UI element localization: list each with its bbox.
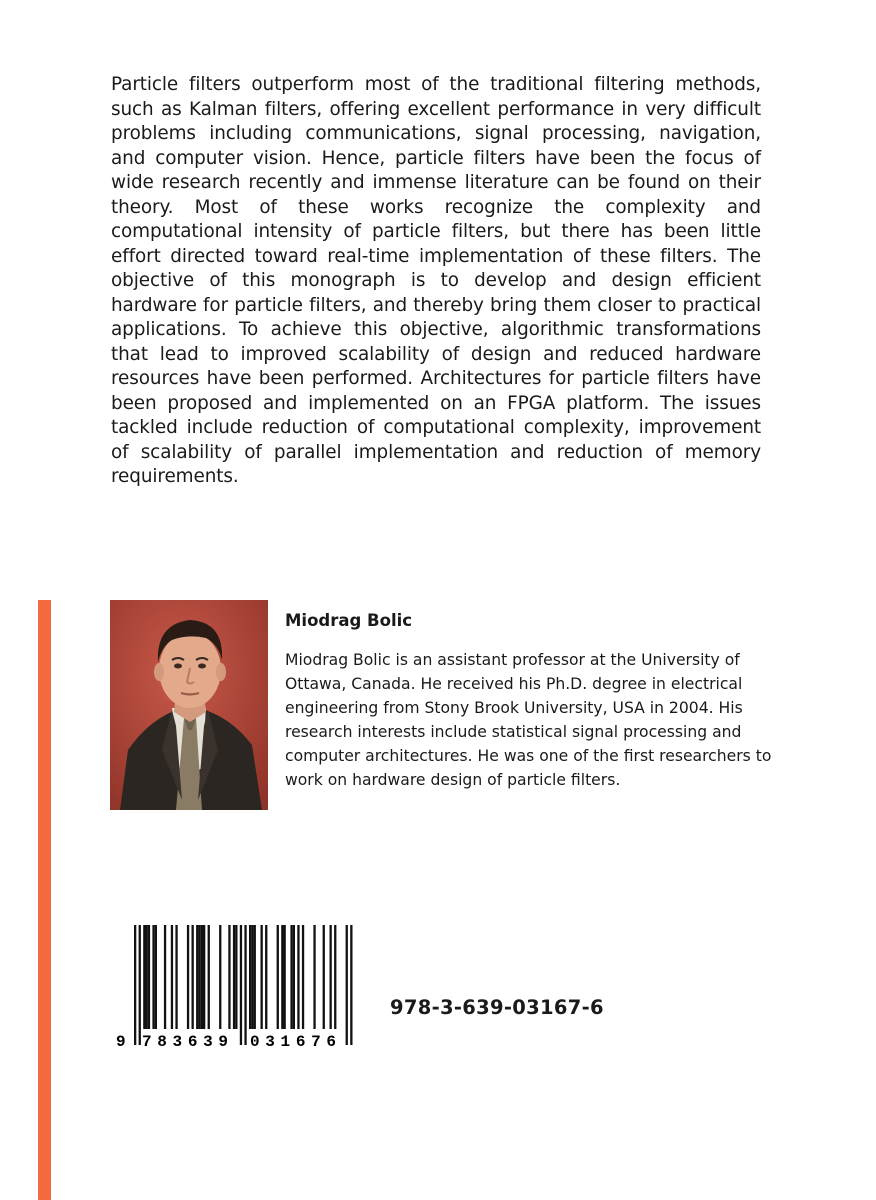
accent-bar — [38, 600, 51, 1200]
author-portrait-icon — [110, 600, 268, 810]
barcode-bar — [228, 925, 230, 1029]
isbn-number: 978-3-639-03167-6 — [390, 996, 604, 1019]
barcode-bar — [235, 925, 237, 1029]
back-cover-blurb: Particle filters outperform most of the traditional filtering methods, such as Kalman filters, offering excellent performance in very difficult problems including communications, signal processing, navigation, and computer vision. Hence, particle filters have been the focus of wide research recently and immense literature can be found on their theory. Most of these works recognize the complexity and computational intensity of particle filters, but there has been little effort directed toward real-time implementation of these filters. The objective of this monograph is to develop and design efficient hardware for particle filters, and thereby bring them closer to practical applications. To achieve this objective, algorithmic transformations that lead to improved scalability of design and reduced hardware resources have been performed. Architectures for particle filters have been proposed and implemented on an FPGA platform. The issues tackled include reduction of computational complexity, improvement of scalability of parallel implementation and reduction of memory requirements. — [111, 74, 761, 487]
barcode-bar — [146, 925, 148, 1029]
barcode-bar — [192, 925, 194, 1029]
barcode-bar — [261, 925, 263, 1029]
barcode-bar — [240, 925, 242, 1045]
author-bio: Miodrag Bolic is an assistant professor at the University of Ottawa, Canada. He received his Ph.D. degree in electrical engineering from Stony Brook University, USA in 2004. His research interests include statistical signal processing and computer architectures. He was one of the first researchers to work on hardware design of particle filters. — [285, 651, 772, 789]
barcode-bar — [350, 925, 352, 1045]
barcode-bar — [281, 925, 283, 1029]
barcode-bar — [196, 925, 198, 1029]
barcode-bar — [219, 925, 221, 1029]
barcode-digit-group: 783639 — [142, 1033, 228, 1051]
barcode-bar — [293, 925, 295, 1029]
barcode-bar — [330, 925, 332, 1029]
barcode-bar — [203, 925, 205, 1029]
barcode-bar — [198, 925, 200, 1029]
barcode-bar — [244, 925, 246, 1045]
barcode-bar — [346, 925, 348, 1045]
barcode-icon — [112, 925, 358, 1053]
barcode-bar — [313, 925, 315, 1029]
barcode-bar — [139, 925, 141, 1045]
barcode-bar — [143, 925, 145, 1029]
barcode-bar — [297, 925, 299, 1029]
barcode-bar — [187, 925, 189, 1029]
barcode-bar — [155, 925, 157, 1029]
barcode-digit-group: 031676 — [250, 1033, 336, 1051]
barcode-bar — [302, 925, 304, 1029]
barcode-bar — [251, 925, 253, 1029]
barcode-bar — [134, 925, 136, 1045]
barcode — [112, 925, 358, 1053]
barcode-bar — [277, 925, 279, 1029]
barcode-digit-group: 9 — [116, 1033, 126, 1051]
barcode-bar — [171, 925, 173, 1029]
barcode-bar — [201, 925, 203, 1029]
barcode-bar — [323, 925, 325, 1029]
barcode-bar — [233, 925, 235, 1029]
barcode-bar — [254, 925, 256, 1029]
barcode-bar — [164, 925, 166, 1029]
barcode-bar — [284, 925, 286, 1029]
barcode-bar — [249, 925, 251, 1029]
barcode-bar — [290, 925, 292, 1029]
barcode-bar — [152, 925, 154, 1029]
barcode-bar — [208, 925, 210, 1029]
barcode-bar — [148, 925, 150, 1029]
author-name: Miodrag Bolic — [285, 611, 413, 630]
barcode-bar — [265, 925, 267, 1029]
barcode-bar — [175, 925, 177, 1029]
barcode-bar — [334, 925, 336, 1029]
